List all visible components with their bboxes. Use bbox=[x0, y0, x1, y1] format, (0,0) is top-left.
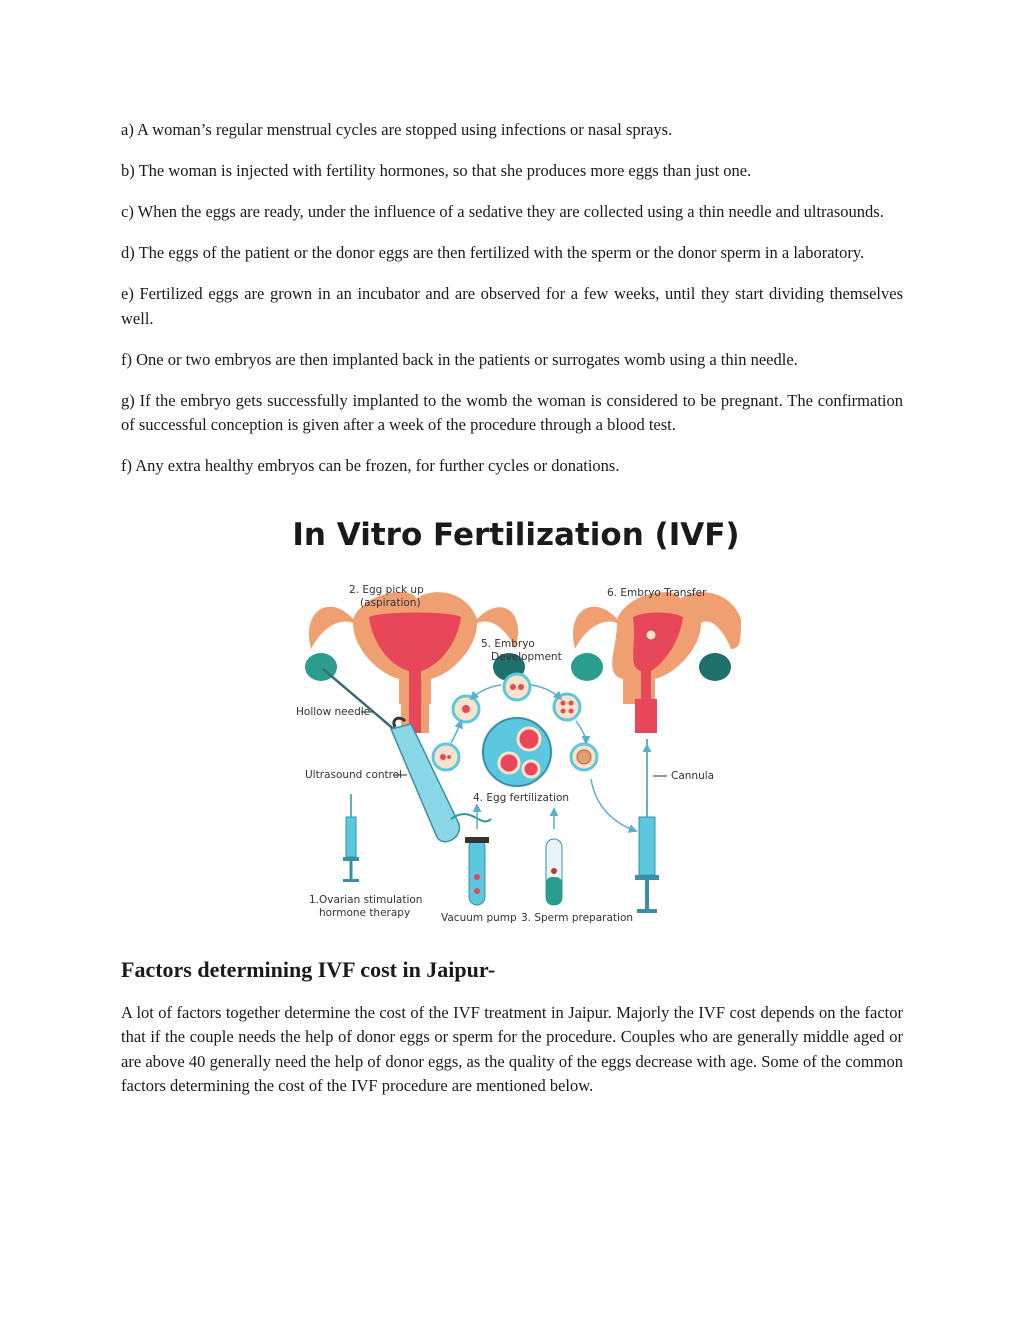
sperm-prep-tube-icon bbox=[546, 839, 562, 905]
ivf-diagram bbox=[291, 499, 741, 929]
step-d: d) The eggs of the patient or the donor eggs are then fertilized with the sperm or the donor sperm in a laboratory. bbox=[121, 243, 865, 262]
label-hormone-therapy: hormone therapy bbox=[319, 906, 411, 919]
label-development: Development bbox=[491, 650, 562, 663]
syringe-hormone-icon bbox=[343, 794, 359, 882]
section-body: A lot of factors together determine the cost of the IVF treatment in Jaipur. Majorly the IVF cost depends on the factor that if the couple needs the help of donor eggs or sperm for the procedure. Couples who are generally middle aged or are above 40 generally need the help of donor eggs, as the quality of the eggs decrease with age. Some of the common factors determining the cost of the IVF procedure are mentioned below. bbox=[121, 1002, 903, 1095]
figure-title: In Vitro Fertilization (IVF) bbox=[292, 516, 740, 553]
step-a: a) A woman’s regular menstrual cycles are stopped using infections or nasal sprays. bbox=[121, 120, 673, 139]
ivf-figure bbox=[121, 499, 903, 929]
label-vacuum-pump: Vacuum pump bbox=[441, 911, 517, 924]
label-egg-fertilization: 4. Egg fertilization bbox=[473, 791, 570, 804]
step-e: e) Fertilized eggs are grown in an incubator and are observed for a few weeks, until they start dividing themselves well. bbox=[121, 284, 903, 328]
label-aspiration: (aspiration) bbox=[360, 596, 421, 609]
label-ultrasound-control: Ultrasound control bbox=[305, 768, 403, 781]
step-g: g) If the embryo gets successfully implanted to the womb the woman is considered to be pregnant. The confirmation of successful conception is given after a week of the procedure through a blood test. bbox=[121, 390, 903, 434]
step-b: b) The woman is injected with fertility hormones, so that she produces more eggs than just one. bbox=[121, 161, 752, 180]
label-hollow-needle: Hollow needle bbox=[296, 705, 371, 718]
vacuum-pump-tube-icon bbox=[465, 837, 489, 905]
document-page bbox=[121, 118, 903, 1115]
label-embryo: 5. Embryo bbox=[481, 637, 535, 650]
label-egg-pickup: 2. Egg pick up bbox=[349, 583, 424, 596]
fertilization-dish-icon bbox=[483, 718, 551, 786]
label-sperm-preparation: 3. Sperm preparation bbox=[521, 911, 634, 924]
step-f-extra: f) Any extra healthy embryos can be frozen, for further cycles or donations. bbox=[121, 456, 620, 475]
uterus-right-icon bbox=[571, 592, 741, 733]
label-ovarian-stimulation: 1.Ovarian stimulation bbox=[309, 893, 423, 906]
label-embryo-transfer: 6. Embryo Transfer bbox=[607, 586, 707, 599]
ultrasound-probe-icon bbox=[391, 718, 491, 842]
section-heading: Factors determining IVF cost in Jaipur- bbox=[121, 956, 496, 982]
hollow-needle-line bbox=[323, 669, 403, 737]
step-f: f) One or two embryos are then implanted back in the patients or surrogates womb using a thin needle. bbox=[121, 349, 798, 369]
label-cannula: Cannula bbox=[671, 769, 715, 782]
step-c: c) When the eggs are ready, under the influence of a sedative they are collected using a thin needle and ultrasounds. bbox=[121, 202, 884, 221]
